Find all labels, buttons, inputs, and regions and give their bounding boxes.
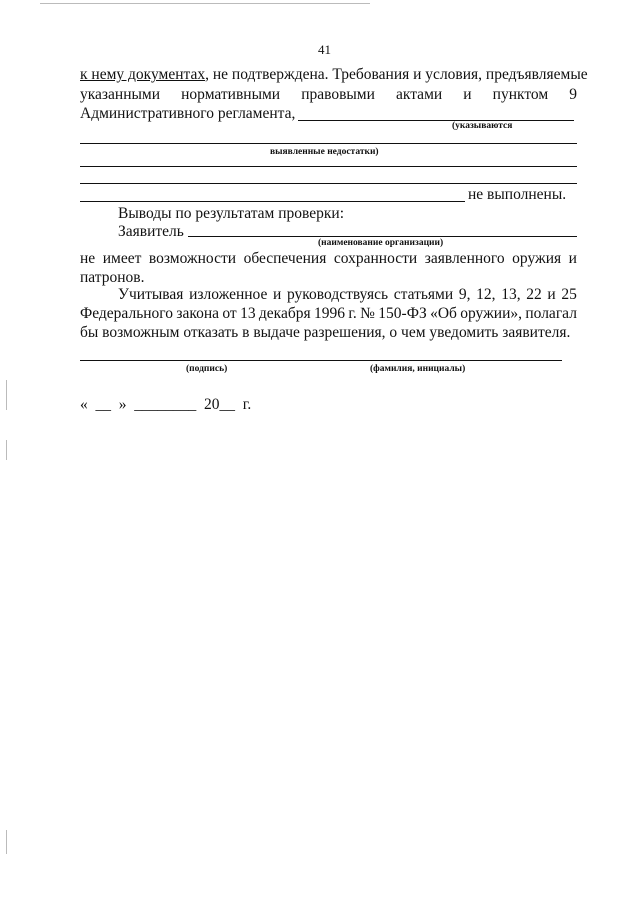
- word: возможности: [148, 250, 237, 267]
- para3-line2: [80, 305, 577, 323]
- word: руководствуясь: [287, 286, 389, 303]
- underlined-phrase: к нему документах: [80, 66, 206, 83]
- conclusions-heading: Выводы по результатам проверки:: [118, 205, 345, 222]
- word: от: [222, 305, 237, 322]
- word: Учитывая: [118, 286, 184, 303]
- word: оружия: [512, 250, 562, 267]
- date-line: « __ » ________ 20__ г.: [80, 396, 252, 413]
- caption-deficiencies: выявленные недостатки): [270, 147, 379, 157]
- para3-line3: бы возможным отказать в выдаче разрешения, о чем уведомить заявителя.: [80, 324, 571, 341]
- word: 25: [561, 286, 577, 303]
- scan-mark: [6, 440, 7, 460]
- para1-line3: Административного регламента,: [80, 105, 296, 122]
- word: и: [463, 86, 472, 103]
- word: заявленного: [424, 250, 505, 267]
- word: 22: [526, 286, 542, 303]
- fill-line-regulation: [298, 120, 574, 121]
- word: изложенное: [189, 286, 268, 303]
- para1-line1: [80, 66, 588, 84]
- word: обеспечения: [243, 250, 327, 267]
- caption-name: (фамилия, инициалы): [370, 364, 466, 374]
- word: 150-ФЗ: [378, 305, 427, 322]
- not-fulfilled-text: не выполнены.: [468, 186, 567, 203]
- word: статьями: [393, 286, 454, 303]
- caption-indicated: (указываются: [452, 121, 513, 131]
- applicant-label: Заявитель: [118, 223, 184, 240]
- para3-line1: [118, 286, 577, 304]
- word: №: [360, 305, 375, 322]
- word: оружии»,: [460, 305, 523, 322]
- word: сохранности: [333, 250, 418, 267]
- word: не: [80, 250, 96, 267]
- word: 9,: [458, 286, 471, 303]
- word: г.: [348, 305, 357, 322]
- word: и: [273, 286, 282, 303]
- word: нормативными: [181, 86, 281, 103]
- page-number: 41: [318, 42, 331, 57]
- fill-line-2: [80, 166, 577, 167]
- fill-line-4: [80, 201, 465, 202]
- para1-line2: [80, 86, 577, 104]
- caption-org-name: (наименование организации): [318, 238, 444, 248]
- para2-line1: [80, 250, 577, 268]
- word: актами: [396, 86, 443, 103]
- word: Федерального: [80, 305, 174, 322]
- fill-line-applicant: [188, 236, 577, 237]
- fill-line-3: [80, 183, 577, 184]
- para2-line2: патронов.: [80, 269, 145, 286]
- word: 1996: [313, 305, 345, 322]
- word: декабря: [258, 305, 311, 322]
- para1-line1-rest: , не подтверждена. Требования и условия, предъявляемые: [205, 66, 588, 83]
- scan-mark: [6, 830, 7, 854]
- word: правовыми: [301, 86, 375, 103]
- signature-line: [80, 360, 562, 361]
- word: 13,: [501, 286, 521, 303]
- caption-signature: (подпись): [186, 364, 228, 374]
- word: указанными: [80, 86, 161, 103]
- word: и: [568, 250, 577, 267]
- word: полагал: [525, 305, 577, 322]
- word: «Об: [430, 305, 457, 322]
- word: 13: [240, 305, 256, 322]
- word: 12,: [476, 286, 496, 303]
- word: 9: [569, 86, 577, 103]
- top-edge-line: [40, 3, 370, 4]
- word: и: [547, 286, 556, 303]
- word: имеет: [102, 250, 142, 267]
- word: закона: [176, 305, 220, 322]
- word: пунктом: [492, 86, 549, 103]
- fill-line-1: [80, 143, 577, 144]
- scan-mark: [6, 380, 7, 410]
